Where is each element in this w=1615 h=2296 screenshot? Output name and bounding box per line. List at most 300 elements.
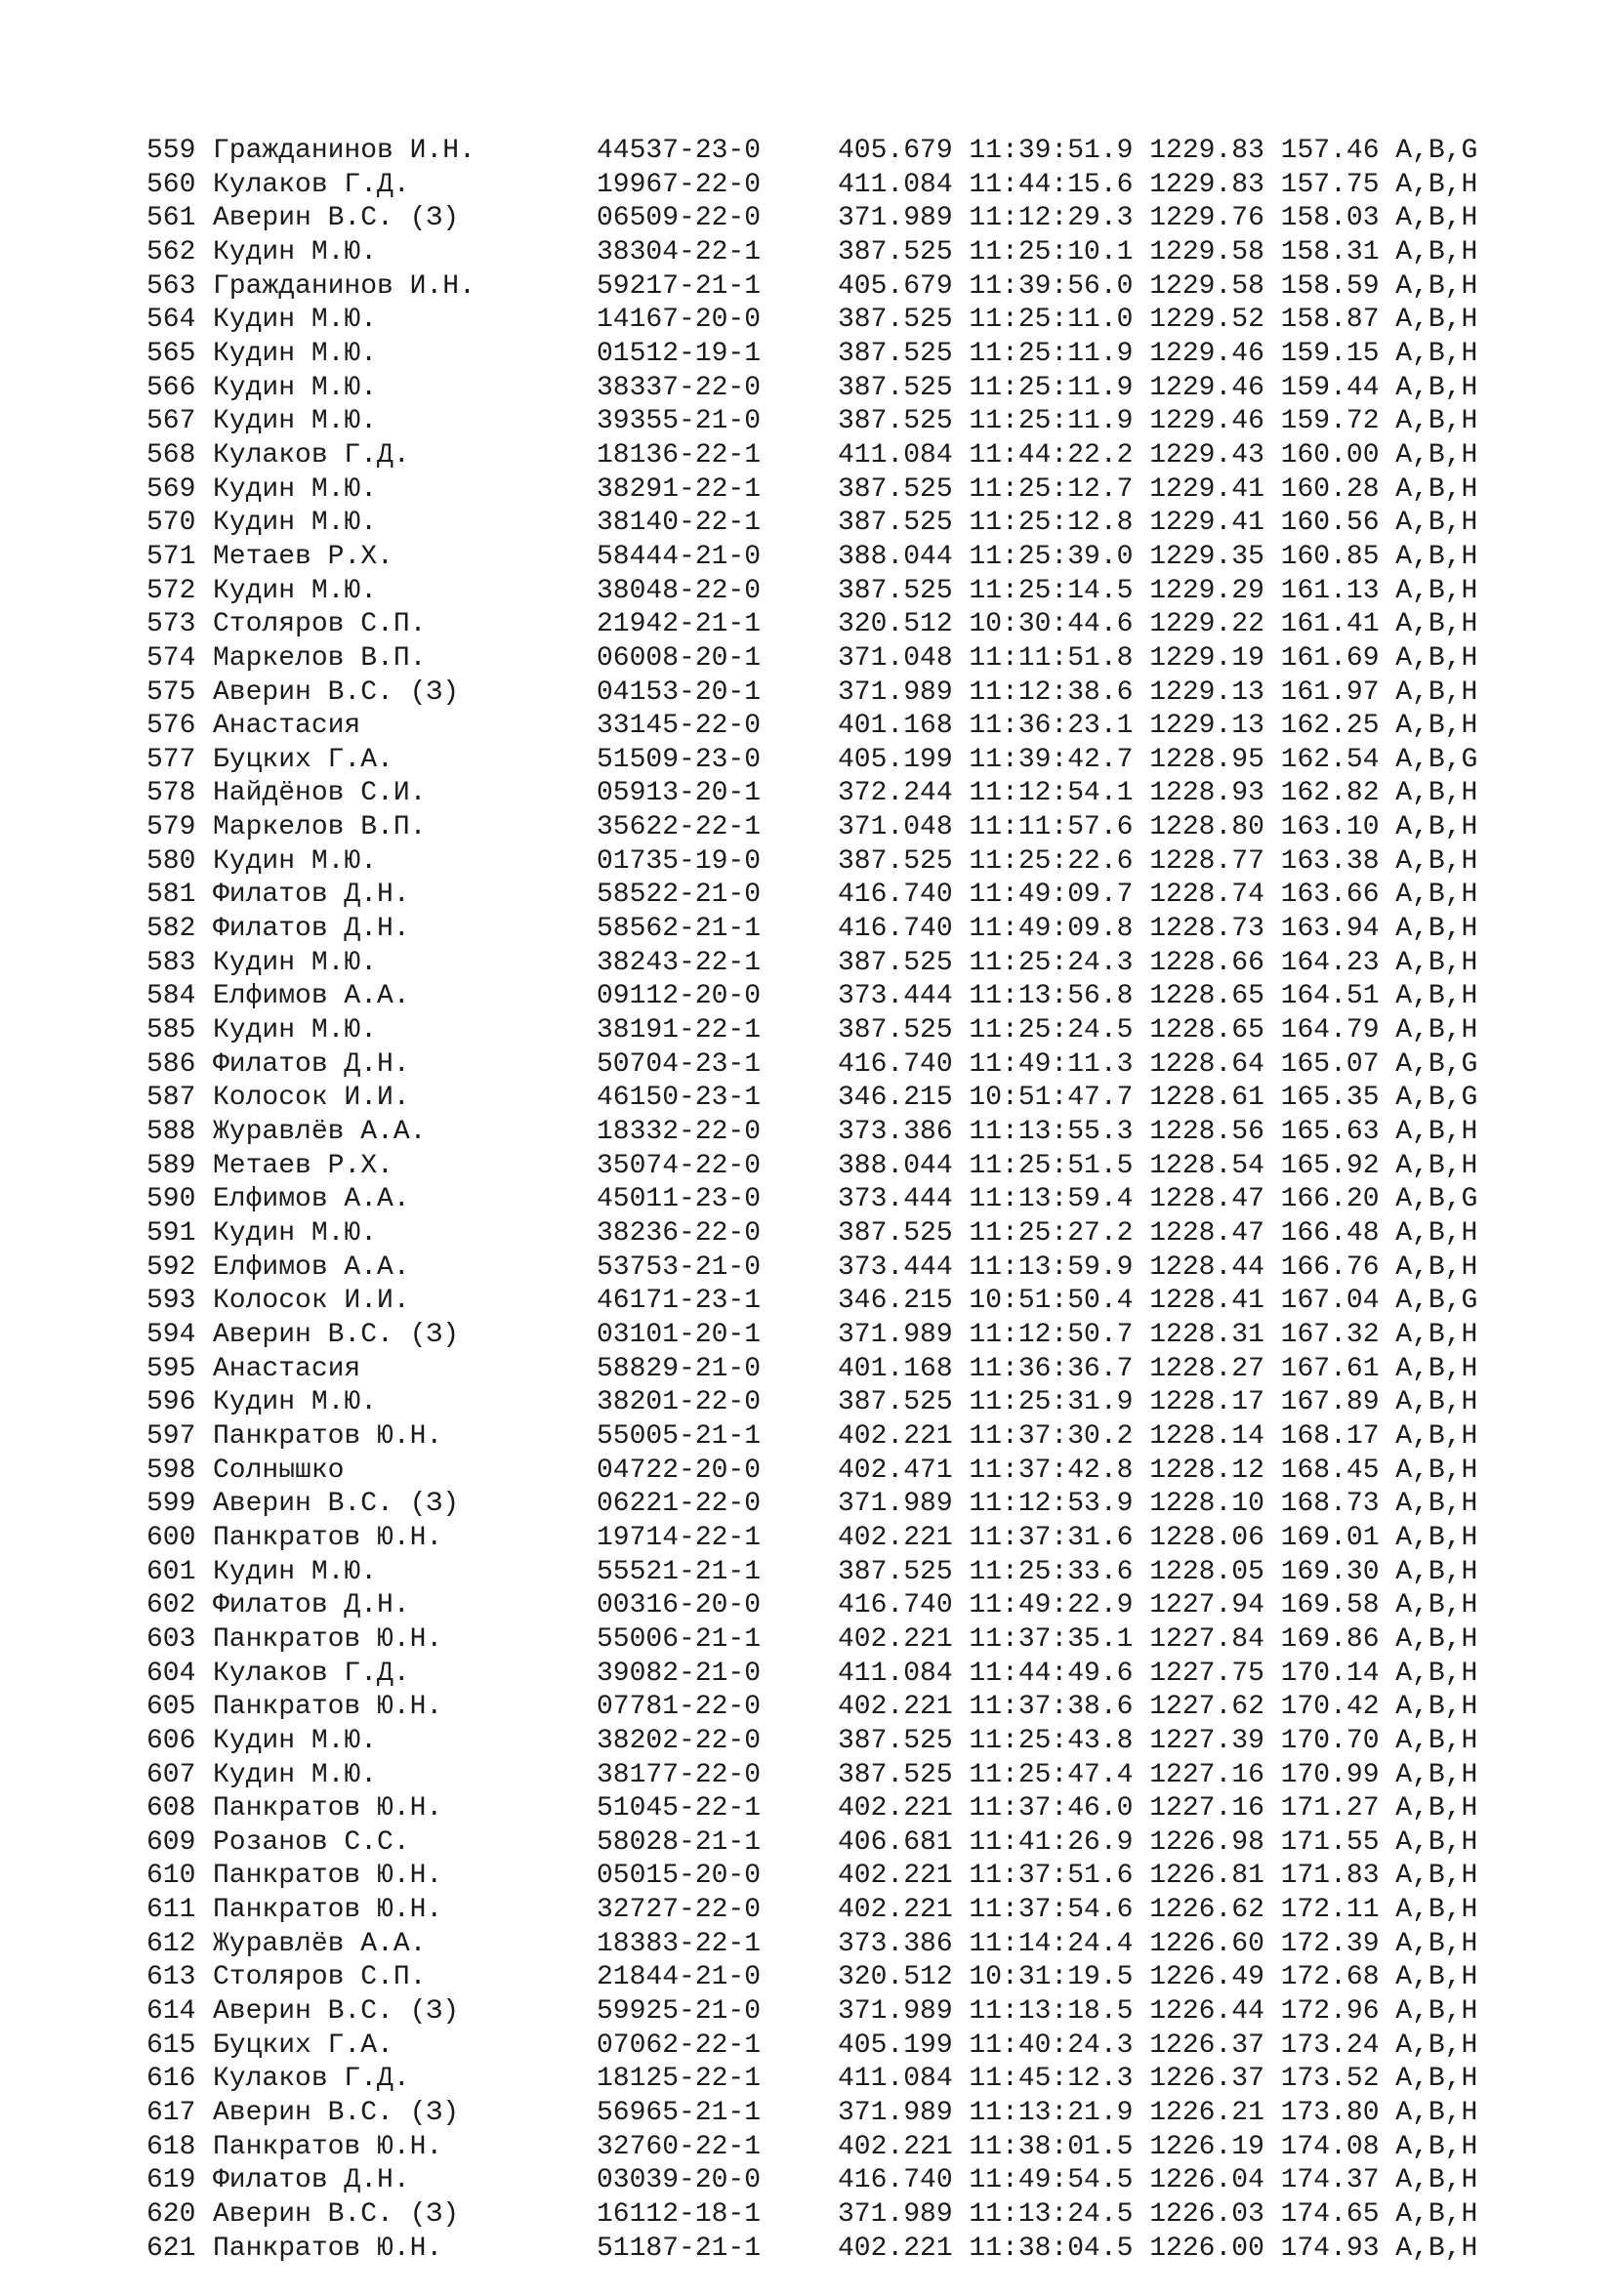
participant-name: Филатов Д.Н.	[213, 1590, 410, 1621]
measurements: 401.168 11:36:23.1 1229.13 162.25 A,B,H	[838, 711, 1478, 742]
table-row	[146, 2131, 1477, 2165]
row-number: 577	[146, 744, 196, 775]
measurements: 387.525 11:25:12.8 1229.41 160.56 A,B,H	[838, 508, 1478, 539]
record-id: 39082-21-0	[597, 1658, 762, 1689]
row-number: 593	[146, 1286, 196, 1317]
record-id: 18383-22-1	[597, 1928, 762, 1959]
participant-name: Аверин В.С. (З)	[213, 1319, 460, 1350]
measurements: 411.084 11:44:22.2 1229.43 160.00 A,B,H	[838, 439, 1478, 471]
record-id: 21942-21-1	[597, 609, 762, 640]
row-number: 574	[146, 642, 196, 674]
measurements: 402.221 11:37:38.6 1227.62 170.42 A,B,H	[838, 1692, 1478, 1723]
participant-name: Розанов С.С.	[213, 1826, 410, 1858]
record-id: 58829-21-0	[597, 1353, 762, 1384]
row-number: 585	[146, 1015, 196, 1046]
table-row	[146, 980, 1477, 1014]
measurements: 371.989 11:12:50.7 1228.31 167.32 A,B,H	[838, 1319, 1478, 1350]
measurements: 387.525 11:25:27.2 1228.47 166.48 A,B,H	[838, 1218, 1478, 1249]
measurements: 387.525 11:25:47.4 1227.16 170.99 A,B,H	[838, 1759, 1478, 1790]
record-id: 46171-23-1	[597, 1286, 762, 1317]
row-number: 562	[146, 236, 196, 267]
participant-name: Столяров С.П.	[213, 1962, 427, 1993]
table-row	[146, 2233, 1477, 2267]
participant-name: Панкратов Ю.Н.	[213, 1692, 443, 1723]
record-id: 38236-22-0	[597, 1218, 762, 1249]
row-number: 564	[146, 305, 196, 336]
row-number: 561	[146, 203, 196, 234]
row-number: 591	[146, 1218, 196, 1249]
measurements: 320.512 10:30:44.6 1229.22 161.41 A,B,H	[838, 609, 1478, 640]
record-id: 07062-22-1	[597, 2030, 762, 2061]
record-id: 14167-20-0	[597, 305, 762, 336]
row-number: 619	[146, 2165, 196, 2196]
table-row	[146, 1691, 1477, 1725]
measurements: 387.525 11:25:24.5 1228.65 164.79 A,B,H	[838, 1015, 1478, 1046]
participant-name: Метаев Р.Х.	[213, 1150, 393, 1181]
measurements: 387.525 11:25:43.8 1227.39 170.70 A,B,H	[838, 1725, 1478, 1756]
table-row	[146, 676, 1477, 711]
table-row	[146, 1150, 1477, 1184]
row-number: 576	[146, 711, 196, 742]
measurements: 402.221 11:37:46.0 1227.16 171.27 A,B,H	[838, 1793, 1478, 1824]
table-row	[146, 1014, 1477, 1048]
table-row	[146, 1048, 1477, 1083]
table-row	[146, 507, 1477, 541]
row-number: 572	[146, 575, 196, 606]
measurements: 388.044 11:25:39.0 1229.35 160.85 A,B,H	[838, 541, 1478, 572]
participant-name: Кудин М.Ю.	[213, 845, 378, 877]
table-row	[146, 1386, 1477, 1420]
participant-name: Журавлёв А.А.	[213, 1928, 427, 1959]
results-rows	[146, 135, 1477, 2266]
record-id: 55006-21-1	[597, 1623, 762, 1655]
table-row	[146, 608, 1477, 642]
row-number: 603	[146, 1623, 196, 1655]
row-number: 573	[146, 609, 196, 640]
participant-name: Кулаков Г.Д.	[213, 439, 410, 471]
participant-name: Кудин М.Ю.	[213, 575, 378, 606]
row-number: 565	[146, 338, 196, 369]
record-id: 01512-19-1	[597, 338, 762, 369]
record-id: 16112-18-1	[597, 2199, 762, 2231]
record-id: 45011-23-0	[597, 1184, 762, 1215]
measurements: 387.525 11:25:12.7 1229.41 160.28 A,B,H	[838, 473, 1478, 505]
measurements: 373.386 11:13:55.3 1228.56 165.63 A,B,H	[838, 1117, 1478, 1148]
table-row	[146, 1658, 1477, 1692]
row-number: 590	[146, 1184, 196, 1215]
participant-name: Колосок И.И.	[213, 1083, 410, 1114]
row-number: 616	[146, 2064, 196, 2095]
record-id: 39355-21-0	[597, 406, 762, 437]
record-id: 38201-22-0	[597, 1387, 762, 1418]
table-row	[146, 879, 1477, 913]
measurements: 387.525 11:25:11.9 1229.46 159.15 A,B,H	[838, 338, 1478, 369]
table-row	[146, 913, 1477, 947]
participant-name: Аверин В.С. (З)	[213, 203, 460, 234]
record-id: 38337-22-0	[597, 372, 762, 403]
record-id: 04722-20-0	[597, 1455, 762, 1486]
measurements: 411.084 11:44:49.6 1227.75 170.14 A,B,H	[838, 1658, 1478, 1689]
row-number: 560	[146, 169, 196, 200]
table-row	[146, 811, 1477, 845]
table-row	[146, 575, 1477, 609]
table-row	[146, 845, 1477, 880]
participant-name: Кулаков Г.Д.	[213, 1658, 410, 1689]
record-id: 38243-22-1	[597, 947, 762, 978]
participant-name: Кудин М.Ю.	[213, 1556, 378, 1587]
participant-name: Солнышко	[213, 1455, 345, 1486]
row-number: 599	[146, 1489, 196, 1520]
row-number: 571	[146, 541, 196, 572]
table-row	[146, 1251, 1477, 1286]
measurements: 402.221 11:37:30.2 1228.14 168.17 A,B,H	[838, 1420, 1478, 1452]
participant-name: Кудин М.Ю.	[213, 305, 378, 336]
participant-name: Гражданинов И.Н.	[213, 136, 476, 166]
participant-name: Колосок И.И.	[213, 1286, 410, 1317]
measurements: 371.989 11:12:53.9 1228.10 168.73 A,B,H	[838, 1489, 1478, 1520]
table-row	[146, 372, 1477, 406]
measurements: 387.525 11:25:11.9 1229.46 159.72 A,B,H	[838, 406, 1478, 437]
table-row	[146, 1725, 1477, 1759]
record-id: 18125-22-1	[597, 2064, 762, 2095]
row-number: 597	[146, 1420, 196, 1452]
record-id: 46150-23-1	[597, 1083, 762, 1114]
record-id: 56965-21-1	[597, 2098, 762, 2129]
record-id: 04153-20-1	[597, 676, 762, 708]
measurements: 373.444 11:13:59.9 1228.44 166.76 A,B,H	[838, 1251, 1478, 1283]
record-id: 06509-22-0	[597, 203, 762, 234]
measurements: 371.989 11:13:21.9 1226.21 173.80 A,B,H	[838, 2098, 1478, 2129]
table-row	[146, 541, 1477, 575]
record-id: 00316-20-0	[597, 1590, 762, 1621]
record-id: 59217-21-1	[597, 270, 762, 302]
participant-name: Панкратов Ю.Н.	[213, 1793, 443, 1824]
table-row	[146, 1217, 1477, 1251]
row-number: 567	[146, 406, 196, 437]
measurements: 411.084 11:44:15.6 1229.83 157.75 A,B,H	[838, 169, 1478, 200]
measurements: 416.740 11:49:11.3 1228.64 165.07 A,B,G	[838, 1048, 1478, 1080]
participant-name: Кудин М.Ю.	[213, 508, 378, 539]
measurements: 387.525 11:25:11.9 1229.46 159.44 A,B,H	[838, 372, 1478, 403]
participant-name: Кудин М.Ю.	[213, 1387, 378, 1418]
participant-name: Панкратов Ю.Н.	[213, 1420, 443, 1452]
row-number: 615	[146, 2030, 196, 2061]
row-number: 610	[146, 1861, 196, 1892]
row-number: 594	[146, 1319, 196, 1350]
row-number: 617	[146, 2098, 196, 2129]
row-number: 611	[146, 1895, 196, 1926]
record-id: 59925-21-0	[597, 1996, 762, 2028]
table-row	[146, 2030, 1477, 2064]
row-number: 618	[146, 2131, 196, 2162]
record-id: 18332-22-0	[597, 1117, 762, 1148]
measurements: 373.444 11:13:56.8 1228.65 164.51 A,B,H	[838, 981, 1478, 1012]
record-id: 44537-23-0	[597, 136, 762, 166]
measurements: 411.084 11:45:12.3 1226.37 173.52 A,B,H	[838, 2064, 1478, 2095]
participant-name: Аверин В.С. (З)	[213, 1996, 460, 2028]
participant-name: Филатов Д.Н.	[213, 2165, 410, 2196]
participant-name: Буцких Г.А.	[213, 2030, 393, 2061]
table-row	[146, 202, 1477, 236]
record-id: 53753-21-0	[597, 1251, 762, 1283]
measurements: 387.525 11:25:14.5 1229.29 161.13 A,B,H	[838, 575, 1478, 606]
record-id: 58444-21-0	[597, 541, 762, 572]
participant-name: Кудин М.Ю.	[213, 406, 378, 437]
participant-name: Панкратов Ю.Н.	[213, 1895, 443, 1926]
table-row	[146, 710, 1477, 744]
table-row	[146, 1285, 1477, 1319]
table-row	[146, 2097, 1477, 2131]
record-id: 33145-22-0	[597, 711, 762, 742]
row-number: 620	[146, 2199, 196, 2231]
measurements: 402.471 11:37:42.8 1228.12 168.45 A,B,H	[838, 1455, 1478, 1486]
measurements: 371.989 11:12:38.6 1229.13 161.97 A,B,H	[838, 676, 1478, 708]
table-row	[146, 473, 1477, 508]
measurements: 406.681 11:41:26.9 1226.98 171.55 A,B,H	[838, 1826, 1478, 1858]
participant-name: Елфимов А.А.	[213, 1184, 410, 1215]
record-id: 06221-22-0	[597, 1489, 762, 1520]
measurements: 320.512 10:31:19.5 1226.49 172.68 A,B,H	[838, 1962, 1478, 1993]
row-number: 606	[146, 1725, 196, 1756]
table-row	[146, 642, 1477, 676]
table-row	[146, 2063, 1477, 2097]
table-row	[146, 169, 1477, 203]
participant-name: Аверин В.С. (З)	[213, 676, 460, 708]
record-id: 38304-22-1	[597, 236, 762, 267]
record-id: 06008-20-1	[597, 642, 762, 674]
participant-name: Кудин М.Ю.	[213, 473, 378, 505]
table-row	[146, 1826, 1477, 1861]
record-id: 07781-22-0	[597, 1692, 762, 1723]
row-number: 570	[146, 508, 196, 539]
row-number: 580	[146, 845, 196, 877]
table-row	[146, 2198, 1477, 2233]
record-id: 55005-21-1	[597, 1420, 762, 1452]
row-number: 589	[146, 1150, 196, 1181]
record-id: 55521-21-1	[597, 1556, 762, 1587]
record-id: 50704-23-1	[597, 1048, 762, 1080]
table-row	[146, 777, 1477, 811]
table-row	[146, 1623, 1477, 1658]
participant-name: Филатов Д.Н.	[213, 880, 410, 911]
record-id: 05015-20-0	[597, 1861, 762, 1892]
row-number: 614	[146, 1996, 196, 2028]
record-id: 58028-21-1	[597, 1826, 762, 1858]
participant-name: Аверин В.С. (З)	[213, 1489, 460, 1520]
table-row	[146, 1589, 1477, 1623]
row-number: 601	[146, 1556, 196, 1587]
record-id: 35622-22-1	[597, 812, 762, 843]
row-number: 578	[146, 778, 196, 809]
row-number: 581	[146, 880, 196, 911]
participant-name: Кудин М.Ю.	[213, 1759, 378, 1790]
table-row	[146, 304, 1477, 338]
participant-name: Аверин В.С. (З)	[213, 2199, 460, 2231]
measurements: 387.525 11:25:33.6 1228.05 169.30 A,B,H	[838, 1556, 1478, 1587]
row-number: 566	[146, 372, 196, 403]
measurements: 371.048 11:11:51.8 1229.19 161.69 A,B,H	[838, 642, 1478, 674]
measurements: 373.386 11:14:24.4 1226.60 172.39 A,B,H	[838, 1928, 1478, 1959]
row-number: 609	[146, 1826, 196, 1858]
participant-name: Кудин М.Ю.	[213, 1015, 378, 1046]
table-row	[146, 1860, 1477, 1894]
participant-name: Кудин М.Ю.	[213, 947, 378, 978]
row-number: 575	[146, 676, 196, 708]
measurements: 416.740 11:49:54.5 1226.04 174.37 A,B,H	[838, 2165, 1478, 2196]
participant-name: Панкратов Ю.Н.	[213, 2233, 443, 2264]
participant-name: Панкратов Ю.Н.	[213, 1623, 443, 1655]
table-row	[146, 1961, 1477, 1995]
record-id: 38177-22-0	[597, 1759, 762, 1790]
record-id: 01735-19-0	[597, 845, 762, 877]
row-number: 608	[146, 1793, 196, 1824]
participant-name: Кудин М.Ю.	[213, 236, 378, 267]
record-id: 38291-22-1	[597, 473, 762, 505]
table-row	[146, 338, 1477, 372]
measurements: 346.215 10:51:50.4 1228.41 167.04 A,B,G	[838, 1286, 1478, 1317]
row-number: 621	[146, 2233, 196, 2264]
record-id: 19714-22-1	[597, 1522, 762, 1553]
table-row	[146, 1082, 1477, 1116]
measurements: 388.044 11:25:51.5 1228.54 165.92 A,B,H	[838, 1150, 1478, 1181]
participant-name: Кудин М.Ю.	[213, 338, 378, 369]
row-number: 559	[146, 136, 196, 166]
table-row	[146, 135, 1477, 169]
record-id: 18136-22-1	[597, 439, 762, 471]
row-number: 598	[146, 1455, 196, 1486]
participant-name: Буцких Г.А.	[213, 744, 393, 775]
measurements: 387.525 11:25:22.6 1228.77 163.38 A,B,H	[838, 845, 1478, 877]
record-id: 38202-22-0	[597, 1725, 762, 1756]
record-id: 32760-22-1	[597, 2131, 762, 2162]
record-id: 03101-20-1	[597, 1319, 762, 1350]
measurements: 405.679 11:39:51.9 1229.83 157.46 A,B,G	[838, 136, 1478, 166]
measurements: 387.525 11:25:11.0 1229.52 158.87 A,B,H	[838, 305, 1478, 336]
measurements: 402.221 11:37:51.6 1226.81 171.83 A,B,H	[838, 1861, 1478, 1892]
measurements: 416.740 11:49:22.9 1227.94 169.58 A,B,H	[838, 1590, 1478, 1621]
measurements: 371.989 11:13:24.5 1226.03 174.65 A,B,H	[838, 2199, 1478, 2231]
record-id: 21844-21-0	[597, 1962, 762, 1993]
record-id: 51187-21-1	[597, 2233, 762, 2264]
record-id: 09112-20-0	[597, 981, 762, 1012]
participant-name: Панкратов Ю.Н.	[213, 1522, 443, 1553]
participant-name: Елфимов А.А.	[213, 1251, 410, 1283]
table-row	[146, 1556, 1477, 1590]
table-row	[146, 1792, 1477, 1826]
measurements: 416.740 11:49:09.8 1228.73 163.94 A,B,H	[838, 914, 1478, 945]
table-row	[146, 1455, 1477, 1489]
row-number: 604	[146, 1658, 196, 1689]
row-number: 568	[146, 439, 196, 471]
record-id: 51509-23-0	[597, 744, 762, 775]
participant-name: Журавлёв А.А.	[213, 1117, 427, 1148]
measurements: 402.221 11:38:04.5 1226.00 174.93 A,B,H	[838, 2233, 1478, 2264]
measurements: 387.525 11:25:10.1 1229.58 158.31 A,B,H	[838, 236, 1478, 267]
participant-name: Елфимов А.А.	[213, 981, 410, 1012]
measurements: 373.444 11:13:59.4 1228.47 166.20 A,B,G	[838, 1184, 1478, 1215]
table-row	[146, 1759, 1477, 1793]
row-number: 605	[146, 1692, 196, 1723]
measurements: 402.221 11:37:31.6 1228.06 169.01 A,B,H	[838, 1522, 1478, 1553]
measurements: 402.221 11:37:54.6 1226.62 172.11 A,B,H	[838, 1895, 1478, 1926]
row-number: 584	[146, 981, 196, 1012]
table-row	[146, 2164, 1477, 2198]
participant-name: Гражданинов И.Н.	[213, 270, 476, 302]
measurements: 371.989 11:12:29.3 1229.76 158.03 A,B,H	[838, 203, 1478, 234]
table-row	[146, 1319, 1477, 1353]
table-row	[146, 1116, 1477, 1150]
row-number: 596	[146, 1387, 196, 1418]
measurements: 401.168 11:36:36.7 1228.27 167.61 A,B,H	[838, 1353, 1478, 1384]
participant-name: Маркелов В.П.	[213, 812, 427, 843]
measurements: 387.525 11:25:31.9 1228.17 167.89 A,B,H	[838, 1387, 1478, 1418]
measurements: 405.199 11:40:24.3 1226.37 173.24 A,B,H	[838, 2030, 1478, 2061]
table-row	[146, 270, 1477, 305]
row-number: 613	[146, 1962, 196, 1993]
row-number: 595	[146, 1353, 196, 1384]
participant-name: Панкратов Ю.Н.	[213, 2131, 443, 2162]
table-row	[146, 1183, 1477, 1217]
participant-name: Кудин М.Ю.	[213, 1218, 378, 1249]
record-id: 58522-21-0	[597, 880, 762, 911]
participant-name: Кулаков Г.Д.	[213, 169, 410, 200]
measurements: 405.679 11:39:56.0 1229.58 158.59 A,B,H	[838, 270, 1478, 302]
measurements: 387.525 11:25:24.3 1228.66 164.23 A,B,H	[838, 947, 1478, 978]
measurements: 371.048 11:11:57.6 1228.80 163.10 A,B,H	[838, 812, 1478, 843]
record-id: 19967-22-0	[597, 169, 762, 200]
measurements: 402.221 11:37:35.1 1227.84 169.86 A,B,H	[838, 1623, 1478, 1655]
row-number: 587	[146, 1083, 196, 1114]
table-row	[146, 744, 1477, 778]
record-id: 03039-20-0	[597, 2165, 762, 2196]
participant-name: Панкратов Ю.Н.	[213, 1861, 443, 1892]
row-number: 607	[146, 1759, 196, 1790]
measurements: 402.221 11:38:01.5 1226.19 174.08 A,B,H	[838, 2131, 1478, 2162]
record-id: 38048-22-0	[597, 575, 762, 606]
participant-name: Столяров С.П.	[213, 609, 427, 640]
row-number: 563	[146, 270, 196, 302]
participant-name: Найдёнов С.И.	[213, 778, 427, 809]
record-id: 58562-21-1	[597, 914, 762, 945]
table-row	[146, 1353, 1477, 1387]
table-row	[146, 1928, 1477, 1962]
record-id: 35074-22-0	[597, 1150, 762, 1181]
row-number: 588	[146, 1117, 196, 1148]
row-number: 600	[146, 1522, 196, 1553]
table-row	[146, 1420, 1477, 1455]
row-number: 612	[146, 1928, 196, 1959]
participant-name: Анастасия	[213, 1353, 361, 1384]
record-id: 38191-22-1	[597, 1015, 762, 1046]
measurements: 405.199 11:39:42.7 1228.95 162.54 A,B,G	[838, 744, 1478, 775]
participant-name: Метаев Р.Х.	[213, 541, 393, 572]
row-number: 579	[146, 812, 196, 843]
row-number: 582	[146, 914, 196, 945]
record-id: 51045-22-1	[597, 1793, 762, 1824]
measurements: 416.740 11:49:09.7 1228.74 163.66 A,B,H	[838, 880, 1478, 911]
table-row	[146, 947, 1477, 981]
record-id: 38140-22-1	[597, 508, 762, 539]
results-listing	[146, 74, 1477, 2296]
participant-name: Аверин В.С. (З)	[213, 2098, 460, 2129]
table-row	[146, 236, 1477, 270]
row-number: 602	[146, 1590, 196, 1621]
row-number: 592	[146, 1251, 196, 1283]
participant-name: Маркелов В.П.	[213, 642, 427, 674]
table-row	[146, 405, 1477, 439]
participant-name: Кудин М.Ю.	[213, 1725, 378, 1756]
row-number: 583	[146, 947, 196, 978]
